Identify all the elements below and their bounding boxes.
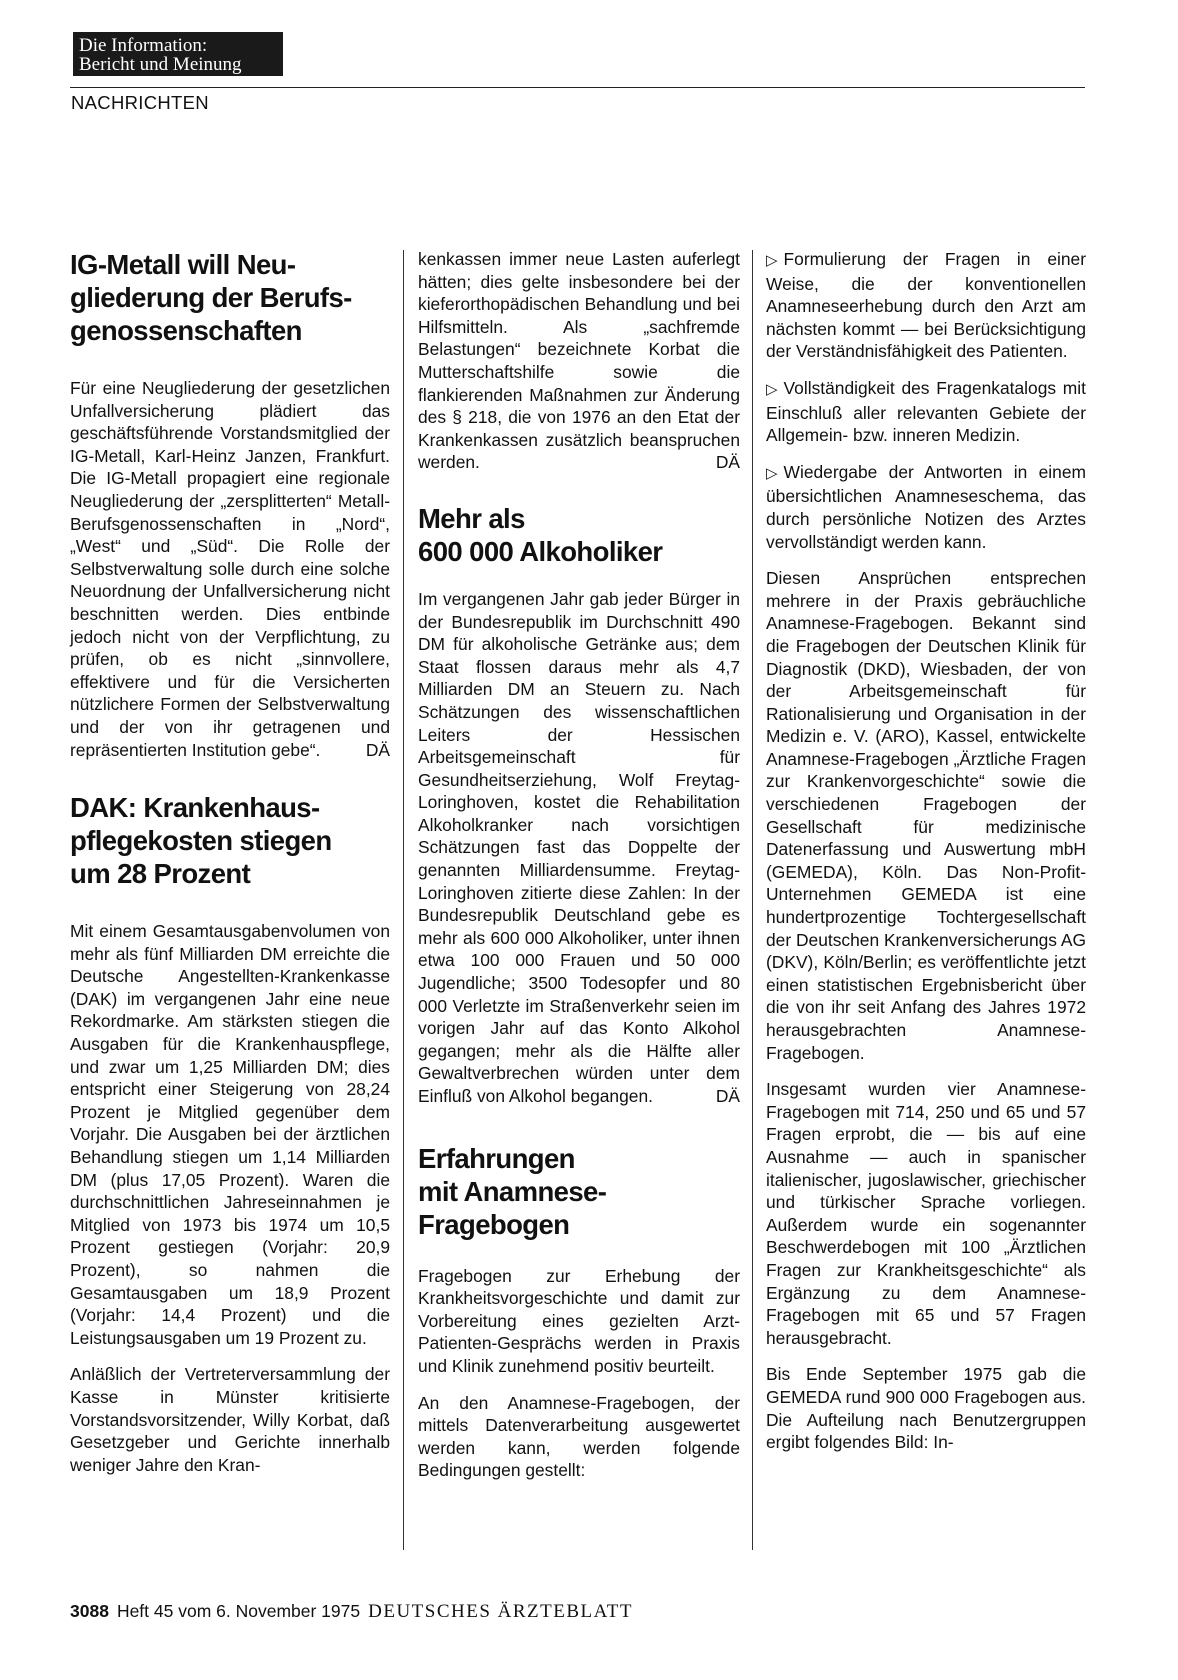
bullet-item: ▷ Formulierung der Fragen in einer Weise, die der konventionellen Anamneseerhebung durch den Arzt am nächsten kommt — bei Berücksichtigung der Verständnisfähigkeit des Patienten. [766, 249, 1086, 362]
triangle-bullet-icon: ▷ [766, 252, 778, 269]
author-signature: DÄ [715, 452, 740, 473]
section-title: NACHRICHTEN [71, 92, 209, 113]
article-headline: DAK: Krankenhaus- pflegekosten stiegen um 28 Prozent [70, 792, 332, 890]
label-line-1: Die Information: [79, 35, 208, 56]
article-paragraph: Mit einem Gesamtausgabenvolumen von mehr als fünf Milliarden DM erreichte die Deutsche Angestellten-Krankenkasse (DAK) im vergangenen Jahr eine neue Rekordmarke. Am stärksten stiegen die Ausgaben für die Krankenhauspflege, und zwar um 1,25 Milliarden DM; dies entspricht einer Steigerung von 28,24 Prozent je Mitglied gegenüber dem Vorjahr. Die Ausgaben bei der ärztlichen Behandlung stiegen um 1,14 Milliarden DM (plus 17,05 Prozent). Waren die durchschnittlichen Jahreseinnahmen je Mitglied von 1973 bis 1974 um 10,5 Prozent gestiegen (Vorjahr: 20,9 Prozent), so nahmen die Gesamtausgaben um 18,9 Prozent (Vorjahr: 14,4 Prozent) und die Leistungsausgaben um 19 Prozent zu. [70, 921, 390, 1348]
bullet-item: ▷ Wiedergabe der Antworten in einem übersichtlichen Anamneseschema, das durch persönliche Notizen des Arztes vervollständigt werden kann. [766, 461, 1086, 552]
triangle-bullet-icon: ▷ [766, 380, 778, 398]
column-3 [766, 248, 1086, 1454]
bullet-item: ▷ Vollständigkeit des Fragenkatalogs mit Einschluß aller relevanten Gebiete der Allgemein- bzw. inneren Medizin. [766, 377, 1086, 446]
article-paragraph: Anläßlich der Vertreterversammlung der Kasse in Münster kritisierte Vorstandsvorsitzender, Willy Korbat, daß Gesetzgeber und Gerichte innerhalb weniger Jahre den Kran- [70, 1364, 390, 1475]
article-paragraph: Im vergangenen Jahr gab jeder Bürger in der Bundesrepublik im Durchschnitt 490 DM für alkoholische Getränke aus; dem Staat flossen daraus mehr als 4,7 Milliarden DM an Steuern zu. Nach Schätzungen des wissenschaftlichen Leiters der Hessischen Arbeitsgemeinschaft für Gesundheitserziehung, Wolf Freytag-Loringhoven, kostet die Rehabilitation Alkoholkranker nach vorsichtigen Schätzungen fast das Doppelte der genannten Milliardensumme. Freytag-Loringhoven zitierte diese Zahlen: In der Bundesrepublik Deutschland gebe es mehr als 600 000 Alkoholiker, unter ihnen etwa 100 000 Frauen und 50 000 Jugendliche; 3500 Todesopfer und 80 000 Verletzte im Straßenverkehr seien im vorigen Jahr auf das Konto Alkohol gegangen; mehr als die Hälfte aller Gewaltverbrechen würden unter dem Einfluß von Alkohol begangen. DÄ [418, 588, 740, 1106]
section-label-box [73, 32, 283, 76]
triangle-bullet-icon: ▷ [766, 464, 778, 482]
article-paragraph: Diesen Ansprüchen entsprechen mehrere in der Praxis gebräuchliche Anamnese-Fragebogen. Bekannt sind die Fragebogen der Deutschen Klinik für Diagnostik (DKD), Wiesbaden, der von der Arbeitsgemeinschaft für Rationalisierung und Organisation in der Medizin e. V. (ARO), Kassel, entwickelte Anamnese-Fragebogen „Ärztliche Fragen zur Krankenvorgeschichte“ sowie die verschiedenen Fragebogen der Gesellschaft für medizinische Datenerfassung und Auswertung mbH (GEMEDA), Köln. Das Non-Profit-Unternehmen GEMEDA ist eine hundertprozentige Tochtergesellschaft der Deutschen Krankenversicherungs AG (DKV), Köln/Berlin; es veröffentlichte jetzt einen statistischen Ergebnisbericht über die von ihr seit Anfang des Jahres 1972 herausgebrachten Anamnese-Fragebogen. [766, 568, 1086, 1063]
journal-title: DEUTSCHES ÄRZTEBLATT [368, 1601, 633, 1622]
article-paragraph-continued: kenkassen immer neue Lasten auferlegt hätten; dies gelte insbesondere bei der kieferorthopädischen Behandlung und bei Hilfsmitteln. Als „sachfremde Belastungen“ bezeichnete Korbat die Mutterschaftshilfe sowie die flankierenden Maßnahmen zur Änderung des § 218, die von 1976 an den Etat der Krankenkassen zusätzlich beanspruchen werden. DÄ [418, 249, 740, 473]
column-divider [752, 250, 753, 1550]
article-paragraph: Für eine Neugliederung der gesetzlichen Unfallversicherung plädiert das geschäftsführende Vorstandsmitglied der IG-Metall, Karl-Heinz Janzen, Frankfurt. Die IG-Metall propagiert eine regionale Neugliederung der „zersplitterten“ Metall-Berufsgenossenschaften in „Nord“, „West“ und „Süd“. Die Rolle der Selbstverwaltung solle durch eine solche Neuordnung der Unfallversicherung nicht beschnitten werden. Dies entbinde jedoch nicht von der Verpflichtung, zu prüfen, ob es nicht „sinnvollere, effektivere und für die Versicherten nützlichere Formen der Selbstverwaltung und der von ihr getragenen und repräsentierten Institution gebe“. DÄ [70, 378, 390, 760]
author-signature: DÄ [365, 739, 390, 760]
page-number: 3088 [70, 1601, 109, 1621]
article-paragraph: Bis Ende September 1975 gab die GEMEDA rund 900 000 Fragebogen aus. Die Aufteilung nach Benutzergruppen ergibt folgendes Bild: In- [766, 1364, 1086, 1453]
article-paragraph: An den Anamnese-Fragebogen, der mittels Datenverarbeitung ausgewertet werden kann, werden folgende Bedingungen gestellt: [418, 1392, 740, 1481]
article-headline: Mehr als 600 000 Alkoholiker [418, 502, 663, 567]
column-2 [418, 248, 740, 1482]
article-headline: IG-Metall will Neu- gliederung der Berufs- genossenschaften [70, 249, 352, 346]
column-1 [70, 248, 390, 1476]
page-footer [70, 1601, 633, 1623]
label-line-2: Bericht und Meinung [79, 54, 242, 75]
article-headline: Erfahrungen mit Anamnese- Fragebogen [418, 1142, 607, 1240]
column-divider [403, 250, 404, 1550]
issue-info: Heft 45 vom 6. November 1975 [116, 1601, 361, 1621]
author-signature: DÄ [715, 1086, 740, 1106]
top-rule [70, 87, 1085, 88]
article-paragraph: Insgesamt wurden vier Anamnese-Fragebogen mit 714, 250 und 65 und 57 Fragen erprobt, die — bis auf eine Ausnahme — auch in spanischer italienischer, jugoslawischer, griechischer und türkischer Sprache vorliegen. Außerdem wurde ein sogenannter Beschwerdebogen mit 100 „Ärztlichen Fragen zur Krankheitsgeschichte“ als Ergänzung zu dem Anamnese-Fragebogen mit 65 und 57 Fragen herausgebracht. [766, 1079, 1086, 1348]
article-paragraph: Fragebogen zur Erhebung der Krankheitsvorgeschichte und damit zur Vorbereitung eines gezielten Arzt-Patienten-Gesprächs werden in Praxis und Klinik zunehmend positiv beurteilt. [418, 1265, 740, 1376]
